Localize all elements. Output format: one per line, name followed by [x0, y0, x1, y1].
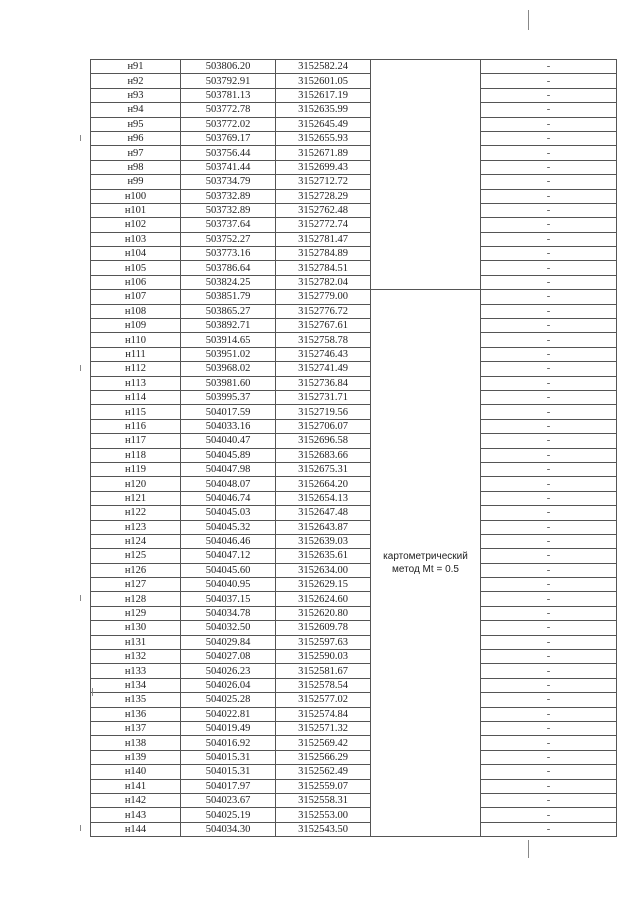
point-id-cell: н119	[91, 462, 181, 476]
y-coordinate-cell: 3152635.99	[276, 103, 371, 117]
point-id-cell: н125	[91, 549, 181, 563]
y-coordinate-cell: 3152671.89	[276, 146, 371, 160]
y-coordinate-cell: 3152566.29	[276, 750, 371, 764]
y-coordinate-cell: 3152582.24	[276, 60, 371, 74]
dash-cell: -	[481, 448, 617, 462]
x-coordinate-cell: 504023.67	[181, 793, 276, 807]
x-coordinate-cell: 503792.91	[181, 74, 276, 88]
y-coordinate-cell: 3152562.49	[276, 765, 371, 779]
point-id-cell: н122	[91, 506, 181, 520]
x-coordinate-cell: 503981.60	[181, 376, 276, 390]
dash-cell: -	[481, 247, 617, 261]
table-row	[91, 448, 617, 462]
x-coordinate-cell: 503781.13	[181, 88, 276, 102]
scan-mark	[528, 10, 529, 30]
table-row	[91, 419, 617, 433]
point-id-cell: н141	[91, 779, 181, 793]
dash-cell: -	[481, 146, 617, 160]
dash-cell: -	[481, 822, 617, 836]
dash-cell: -	[481, 275, 617, 289]
point-id-cell: н107	[91, 290, 181, 304]
table-row	[91, 117, 617, 131]
table-row	[91, 261, 617, 275]
point-id-cell: н101	[91, 203, 181, 217]
point-id-cell: н114	[91, 390, 181, 404]
y-coordinate-cell: 3152654.13	[276, 491, 371, 505]
dash-cell: -	[481, 261, 617, 275]
table-row	[91, 808, 617, 822]
x-coordinate-cell: 504017.97	[181, 779, 276, 793]
y-coordinate-cell: 3152639.03	[276, 534, 371, 548]
y-coordinate-cell: 3152779.00	[276, 290, 371, 304]
x-coordinate-cell: 503773.16	[181, 247, 276, 261]
y-coordinate-cell: 3152559.07	[276, 779, 371, 793]
dash-cell: -	[481, 347, 617, 361]
y-coordinate-cell: 3152643.87	[276, 520, 371, 534]
x-coordinate-cell: 504046.46	[181, 534, 276, 548]
dash-cell: -	[481, 534, 617, 548]
y-coordinate-cell: 3152781.47	[276, 232, 371, 246]
y-coordinate-cell: 3152645.49	[276, 117, 371, 131]
point-id-cell: н124	[91, 534, 181, 548]
dash-cell: -	[481, 650, 617, 664]
point-id-cell: н111	[91, 347, 181, 361]
table-row	[91, 405, 617, 419]
y-coordinate-cell: 3152741.49	[276, 362, 371, 376]
point-id-cell: н136	[91, 707, 181, 721]
x-coordinate-cell: 503851.79	[181, 290, 276, 304]
x-coordinate-cell: 504029.84	[181, 635, 276, 649]
point-id-cell: н108	[91, 304, 181, 318]
x-coordinate-cell: 504047.98	[181, 462, 276, 476]
dash-cell: -	[481, 721, 617, 735]
point-id-cell: н105	[91, 261, 181, 275]
y-coordinate-cell: 3152731.71	[276, 390, 371, 404]
dash-cell: -	[481, 621, 617, 635]
x-coordinate-cell: 504025.19	[181, 808, 276, 822]
point-id-cell: н117	[91, 434, 181, 448]
x-coordinate-cell: 504040.47	[181, 434, 276, 448]
point-id-cell: н96	[91, 131, 181, 145]
dash-cell: -	[481, 506, 617, 520]
table-row	[91, 621, 617, 635]
x-coordinate-cell: 504032.50	[181, 621, 276, 635]
table-row	[91, 146, 617, 160]
table-row	[91, 189, 617, 203]
x-coordinate-cell: 504015.31	[181, 765, 276, 779]
dash-cell: -	[481, 304, 617, 318]
y-coordinate-cell: 3152581.67	[276, 664, 371, 678]
scan-mark	[80, 135, 81, 141]
dash-cell: -	[481, 808, 617, 822]
x-coordinate-cell: 503995.37	[181, 390, 276, 404]
y-coordinate-cell: 3152617.19	[276, 88, 371, 102]
table-row	[91, 290, 617, 304]
point-id-cell: н116	[91, 419, 181, 433]
table-row	[91, 203, 617, 217]
scan-mark	[80, 365, 81, 371]
table-row	[91, 592, 617, 606]
y-coordinate-cell: 3152634.00	[276, 563, 371, 577]
dash-cell: -	[481, 103, 617, 117]
point-id-cell: н95	[91, 117, 181, 131]
dash-cell: -	[481, 189, 617, 203]
table-row	[91, 218, 617, 232]
dash-cell: -	[481, 578, 617, 592]
coordinates-table	[90, 59, 617, 837]
y-coordinate-cell: 3152569.42	[276, 736, 371, 750]
y-coordinate-cell: 3152736.84	[276, 376, 371, 390]
dash-cell: -	[481, 434, 617, 448]
x-coordinate-cell: 503968.02	[181, 362, 276, 376]
table-row	[91, 650, 617, 664]
dash-cell: -	[481, 232, 617, 246]
table-row	[91, 131, 617, 145]
x-coordinate-cell: 504046.74	[181, 491, 276, 505]
x-coordinate-cell: 503756.44	[181, 146, 276, 160]
y-coordinate-cell: 3152558.31	[276, 793, 371, 807]
table-row	[91, 275, 617, 289]
method-text-line2: метод Mt = 0.5	[392, 564, 459, 576]
y-coordinate-cell: 3152728.29	[276, 189, 371, 203]
point-id-cell: н99	[91, 175, 181, 189]
dash-cell: -	[481, 131, 617, 145]
x-coordinate-cell: 504027.08	[181, 650, 276, 664]
table-row	[91, 693, 617, 707]
y-coordinate-cell: 3152629.15	[276, 578, 371, 592]
y-coordinate-cell: 3152706.07	[276, 419, 371, 433]
point-id-cell: н121	[91, 491, 181, 505]
point-id-cell: н97	[91, 146, 181, 160]
table-row	[91, 563, 617, 577]
point-id-cell: н138	[91, 736, 181, 750]
dash-cell: -	[481, 203, 617, 217]
table-row	[91, 635, 617, 649]
y-coordinate-cell: 3152577.02	[276, 693, 371, 707]
point-id-cell: н123	[91, 520, 181, 534]
point-id-cell: н133	[91, 664, 181, 678]
x-coordinate-cell: 503914.65	[181, 333, 276, 347]
y-coordinate-cell: 3152553.00	[276, 808, 371, 822]
dash-cell: -	[481, 491, 617, 505]
x-coordinate-cell: 504034.78	[181, 606, 276, 620]
table-row	[91, 578, 617, 592]
dash-cell: -	[481, 693, 617, 707]
y-coordinate-cell: 3152746.43	[276, 347, 371, 361]
dash-cell: -	[481, 549, 617, 563]
point-id-cell: н112	[91, 362, 181, 376]
x-coordinate-cell: 503732.89	[181, 189, 276, 203]
x-coordinate-cell: 504022.81	[181, 707, 276, 721]
point-id-cell: н126	[91, 563, 181, 577]
dash-cell: -	[481, 419, 617, 433]
y-coordinate-cell: 3152597.63	[276, 635, 371, 649]
dash-cell: -	[481, 736, 617, 750]
y-coordinate-cell: 3152758.78	[276, 333, 371, 347]
point-id-cell: н91	[91, 60, 181, 74]
point-id-cell: н109	[91, 319, 181, 333]
dash-cell: -	[481, 750, 617, 764]
table-row	[91, 175, 617, 189]
x-coordinate-cell: 503769.17	[181, 131, 276, 145]
table-row	[91, 477, 617, 491]
x-coordinate-cell: 503951.02	[181, 347, 276, 361]
y-coordinate-cell: 3152664.20	[276, 477, 371, 491]
scan-mark	[80, 825, 81, 831]
y-coordinate-cell: 3152620.80	[276, 606, 371, 620]
x-coordinate-cell: 503865.27	[181, 304, 276, 318]
y-coordinate-cell: 3152776.72	[276, 304, 371, 318]
point-id-cell: н129	[91, 606, 181, 620]
dash-cell: -	[481, 462, 617, 476]
table-row	[91, 160, 617, 174]
x-coordinate-cell: 504033.16	[181, 419, 276, 433]
dash-cell: -	[481, 477, 617, 491]
table-row	[91, 520, 617, 534]
dash-cell: -	[481, 319, 617, 333]
dash-cell: -	[481, 779, 617, 793]
scan-mark	[528, 840, 529, 858]
table-row	[91, 678, 617, 692]
dash-cell: -	[481, 707, 617, 721]
x-coordinate-cell: 503741.44	[181, 160, 276, 174]
table-row	[91, 606, 617, 620]
dash-cell: -	[481, 678, 617, 692]
table-row	[91, 736, 617, 750]
point-id-cell: н115	[91, 405, 181, 419]
method-cell	[371, 290, 481, 837]
table-row	[91, 60, 617, 74]
table-row	[91, 822, 617, 836]
x-coordinate-cell: 504025.28	[181, 693, 276, 707]
point-id-cell: н128	[91, 592, 181, 606]
dash-cell: -	[481, 160, 617, 174]
point-id-cell: н134	[91, 678, 181, 692]
dash-cell: -	[481, 74, 617, 88]
table-row	[91, 534, 617, 548]
x-coordinate-cell: 504026.23	[181, 664, 276, 678]
x-coordinate-cell: 503732.89	[181, 203, 276, 217]
y-coordinate-cell: 3152683.66	[276, 448, 371, 462]
x-coordinate-cell: 503786.64	[181, 261, 276, 275]
dash-cell: -	[481, 664, 617, 678]
dash-cell: -	[481, 60, 617, 74]
point-id-cell: н140	[91, 765, 181, 779]
table-row	[91, 765, 617, 779]
table-row	[91, 793, 617, 807]
table-row	[91, 304, 617, 318]
table-row	[91, 347, 617, 361]
method-text-line1: картометрический	[383, 551, 468, 563]
x-coordinate-cell: 504048.07	[181, 477, 276, 491]
y-coordinate-cell: 3152762.48	[276, 203, 371, 217]
point-id-cell: н139	[91, 750, 181, 764]
dash-cell: -	[481, 290, 617, 304]
y-coordinate-cell: 3152784.89	[276, 247, 371, 261]
x-coordinate-cell: 504045.89	[181, 448, 276, 462]
table-row	[91, 390, 617, 404]
x-coordinate-cell: 503772.02	[181, 117, 276, 131]
point-id-cell: н142	[91, 793, 181, 807]
point-id-cell: н135	[91, 693, 181, 707]
table-row	[91, 707, 617, 721]
table-row	[91, 549, 617, 563]
point-id-cell: н93	[91, 88, 181, 102]
x-coordinate-cell: 504047.12	[181, 549, 276, 563]
y-coordinate-cell: 3152574.84	[276, 707, 371, 721]
y-coordinate-cell: 3152719.56	[276, 405, 371, 419]
table-row	[91, 319, 617, 333]
y-coordinate-cell: 3152601.05	[276, 74, 371, 88]
dash-cell: -	[481, 765, 617, 779]
y-coordinate-cell: 3152578.54	[276, 678, 371, 692]
table-row	[91, 434, 617, 448]
point-id-cell: н132	[91, 650, 181, 664]
table-row	[91, 333, 617, 347]
point-id-cell: н130	[91, 621, 181, 635]
point-id-cell: н127	[91, 578, 181, 592]
x-coordinate-cell: 504017.59	[181, 405, 276, 419]
x-coordinate-cell: 503772.78	[181, 103, 276, 117]
table-row	[91, 462, 617, 476]
x-coordinate-cell: 504045.03	[181, 506, 276, 520]
y-coordinate-cell: 3152772.74	[276, 218, 371, 232]
y-coordinate-cell: 3152696.58	[276, 434, 371, 448]
table-row	[91, 491, 617, 505]
x-coordinate-cell: 504019.49	[181, 721, 276, 735]
y-coordinate-cell: 3152571.32	[276, 721, 371, 735]
y-coordinate-cell: 3152647.48	[276, 506, 371, 520]
dash-cell: -	[481, 376, 617, 390]
point-id-cell: н131	[91, 635, 181, 649]
point-id-cell: н98	[91, 160, 181, 174]
point-id-cell: н94	[91, 103, 181, 117]
y-coordinate-cell: 3152609.78	[276, 621, 371, 635]
point-id-cell: н110	[91, 333, 181, 347]
dash-cell: -	[481, 117, 617, 131]
y-coordinate-cell: 3152712.72	[276, 175, 371, 189]
table-row	[91, 376, 617, 390]
y-coordinate-cell: 3152782.04	[276, 275, 371, 289]
x-coordinate-cell: 504045.32	[181, 520, 276, 534]
x-coordinate-cell: 503752.27	[181, 232, 276, 246]
table-row	[91, 506, 617, 520]
x-coordinate-cell: 504037.15	[181, 592, 276, 606]
table-row	[91, 779, 617, 793]
table-row	[91, 232, 617, 246]
x-coordinate-cell: 504040.95	[181, 578, 276, 592]
x-coordinate-cell: 503892.71	[181, 319, 276, 333]
point-id-cell: н102	[91, 218, 181, 232]
dash-cell: -	[481, 520, 617, 534]
dash-cell: -	[481, 390, 617, 404]
y-coordinate-cell: 3152635.61	[276, 549, 371, 563]
y-coordinate-cell: 3152784.51	[276, 261, 371, 275]
table-row	[91, 247, 617, 261]
point-id-cell: н113	[91, 376, 181, 390]
table-row	[91, 750, 617, 764]
point-id-cell: н137	[91, 721, 181, 735]
dash-cell: -	[481, 362, 617, 376]
point-id-cell: н100	[91, 189, 181, 203]
table-row	[91, 664, 617, 678]
y-coordinate-cell: 3152767.61	[276, 319, 371, 333]
x-coordinate-cell: 503737.64	[181, 218, 276, 232]
method-cell-empty	[371, 60, 481, 290]
x-coordinate-cell: 504015.31	[181, 750, 276, 764]
x-coordinate-cell: 504026.04	[181, 678, 276, 692]
point-id-cell: н103	[91, 232, 181, 246]
scan-mark	[80, 595, 81, 601]
y-coordinate-cell: 3152624.60	[276, 592, 371, 606]
table-row	[91, 103, 617, 117]
table-row	[91, 74, 617, 88]
point-id-cell: н144	[91, 822, 181, 836]
point-id-cell: н120	[91, 477, 181, 491]
point-id-cell: н104	[91, 247, 181, 261]
dash-cell: -	[481, 175, 617, 189]
x-coordinate-cell: 504045.60	[181, 563, 276, 577]
y-coordinate-cell: 3152590.03	[276, 650, 371, 664]
dash-cell: -	[481, 405, 617, 419]
point-id-cell: н143	[91, 808, 181, 822]
x-coordinate-cell: 504034.30	[181, 822, 276, 836]
dash-cell: -	[481, 793, 617, 807]
dash-cell: -	[481, 606, 617, 620]
y-coordinate-cell: 3152655.93	[276, 131, 371, 145]
dash-cell: -	[481, 563, 617, 577]
y-coordinate-cell: 3152675.31	[276, 462, 371, 476]
scan-mark	[92, 688, 93, 696]
x-coordinate-cell: 503824.25	[181, 275, 276, 289]
point-id-cell: н118	[91, 448, 181, 462]
x-coordinate-cell: 503806.20	[181, 60, 276, 74]
table-row	[91, 88, 617, 102]
y-coordinate-cell: 3152699.43	[276, 160, 371, 174]
dash-cell: -	[481, 635, 617, 649]
point-id-cell: н92	[91, 74, 181, 88]
table-row	[91, 721, 617, 735]
dash-cell: -	[481, 333, 617, 347]
dash-cell: -	[481, 592, 617, 606]
point-id-cell: н106	[91, 275, 181, 289]
x-coordinate-cell: 503734.79	[181, 175, 276, 189]
table-row	[91, 362, 617, 376]
coordinates-table-body	[91, 60, 617, 837]
dash-cell: -	[481, 218, 617, 232]
y-coordinate-cell: 3152543.50	[276, 822, 371, 836]
x-coordinate-cell: 504016.92	[181, 736, 276, 750]
dash-cell: -	[481, 88, 617, 102]
